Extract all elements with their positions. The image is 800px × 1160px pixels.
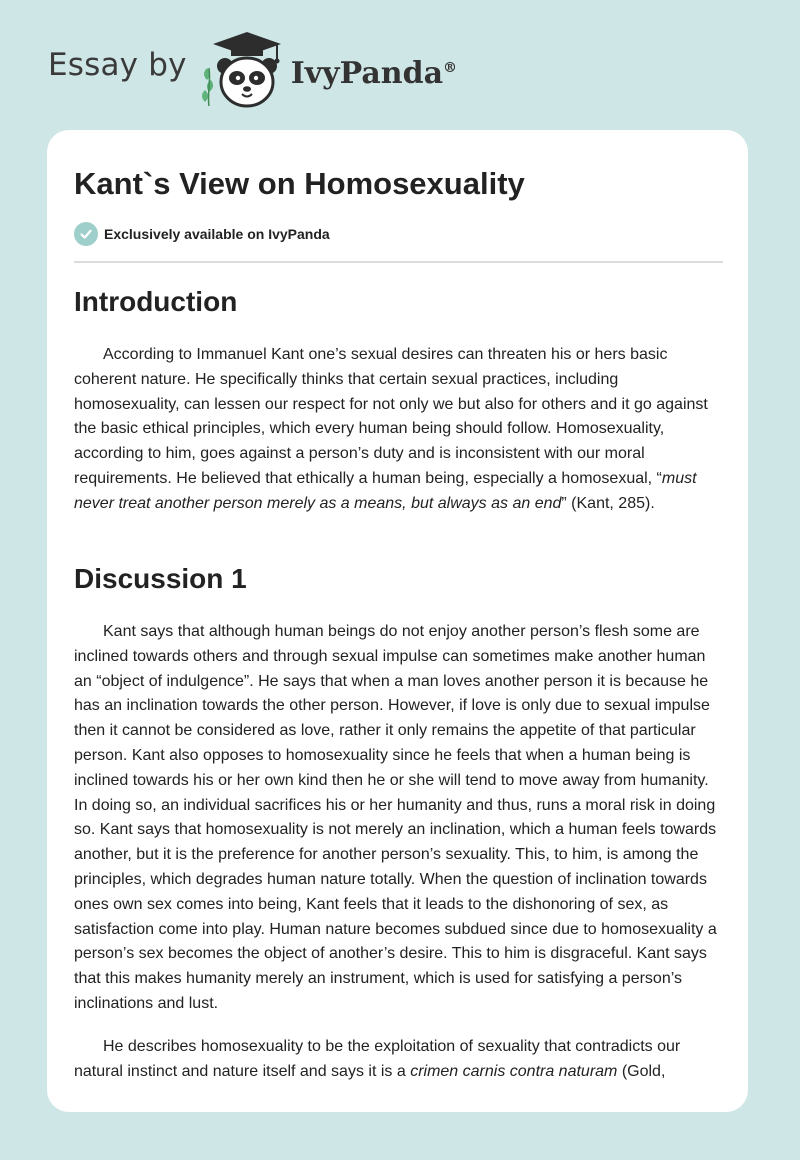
section-heading-discussion-1: Discussion 1 [74,563,247,594]
site-header [48,28,457,112]
title-divider [74,261,723,263]
section-heading-introduction: Introduction [74,286,238,317]
check-icon [74,222,98,246]
panda-graduate-icon [197,28,285,112]
introduction-paragraph: According to Immanuel Kant one’s sexual desires can threaten his or hers basic coherent nature. He specifically thinks that certain sexual practices, including homosexuality, can lessen our respect for not only we but also for others and it go against the basic ethical principles, which every human being should follow. Homosexuality, according to him, goes against a person’s duty and is inconsistent with our moral requirements. He believed that ethically a human being, especially a homosexual, “must never treat another person merely as a means, but always as an end” (Kant, 285). [74,346,708,512]
discussion-paragraph: Kant says that although human beings do not enjoy another person’s flesh some are inclined towards others and through sexual impulse can sometimes make another human an “object of indulgence”. He says that when a man loves another person it is because he has an inclination towards the other person. However, if love is only due to sexual impulse then it cannot be considered as love, rather it only remains the appetite of that particular person. Kant also opposes to homosexuality since he feels that when a human being is inclined towards his or her own kind then he or she will tend to move away from humanity. In doing so, an individual sacrifices his or her humanity and thus, runs a moral risk in doing so. Kant says that homosexuality is not merely an inclination, which a human feels towards another, but it is the preference for another person’s sexuality. This, to him, is among the principles, which degrades human nature totally. When the question of inclination towards ones own sex comes into being, Kant feels that it leads to the dishonoring of sex, as satisfaction come into play. Human nature becomes subdued since due to homosexuality a person’s sex becomes the object of another’s desire. This to him is disgraceful. Kant says that this makes humanity merely an instrument, which is used for satisfying a person’s inclinations and lust. [74,623,717,1012]
essay-card [47,130,748,1112]
ivypanda-logo[interactable] [197,28,457,112]
discussion-paragraph-2: He describes homosexuality to be the exploitation of sexuality that contradicts our natural instinct and nature itself and says it is a crimen carnis contra naturam (Gold, [74,1038,681,1080]
brand-name: IvyPanda® [290,55,458,91]
exclusive-label: Exclusively available on IvyPanda [104,226,330,242]
exclusive-badge [74,222,330,246]
essay-by-label: Essay by [48,47,187,83]
page-title: Kant`s View on Homosexuality [74,166,525,201]
